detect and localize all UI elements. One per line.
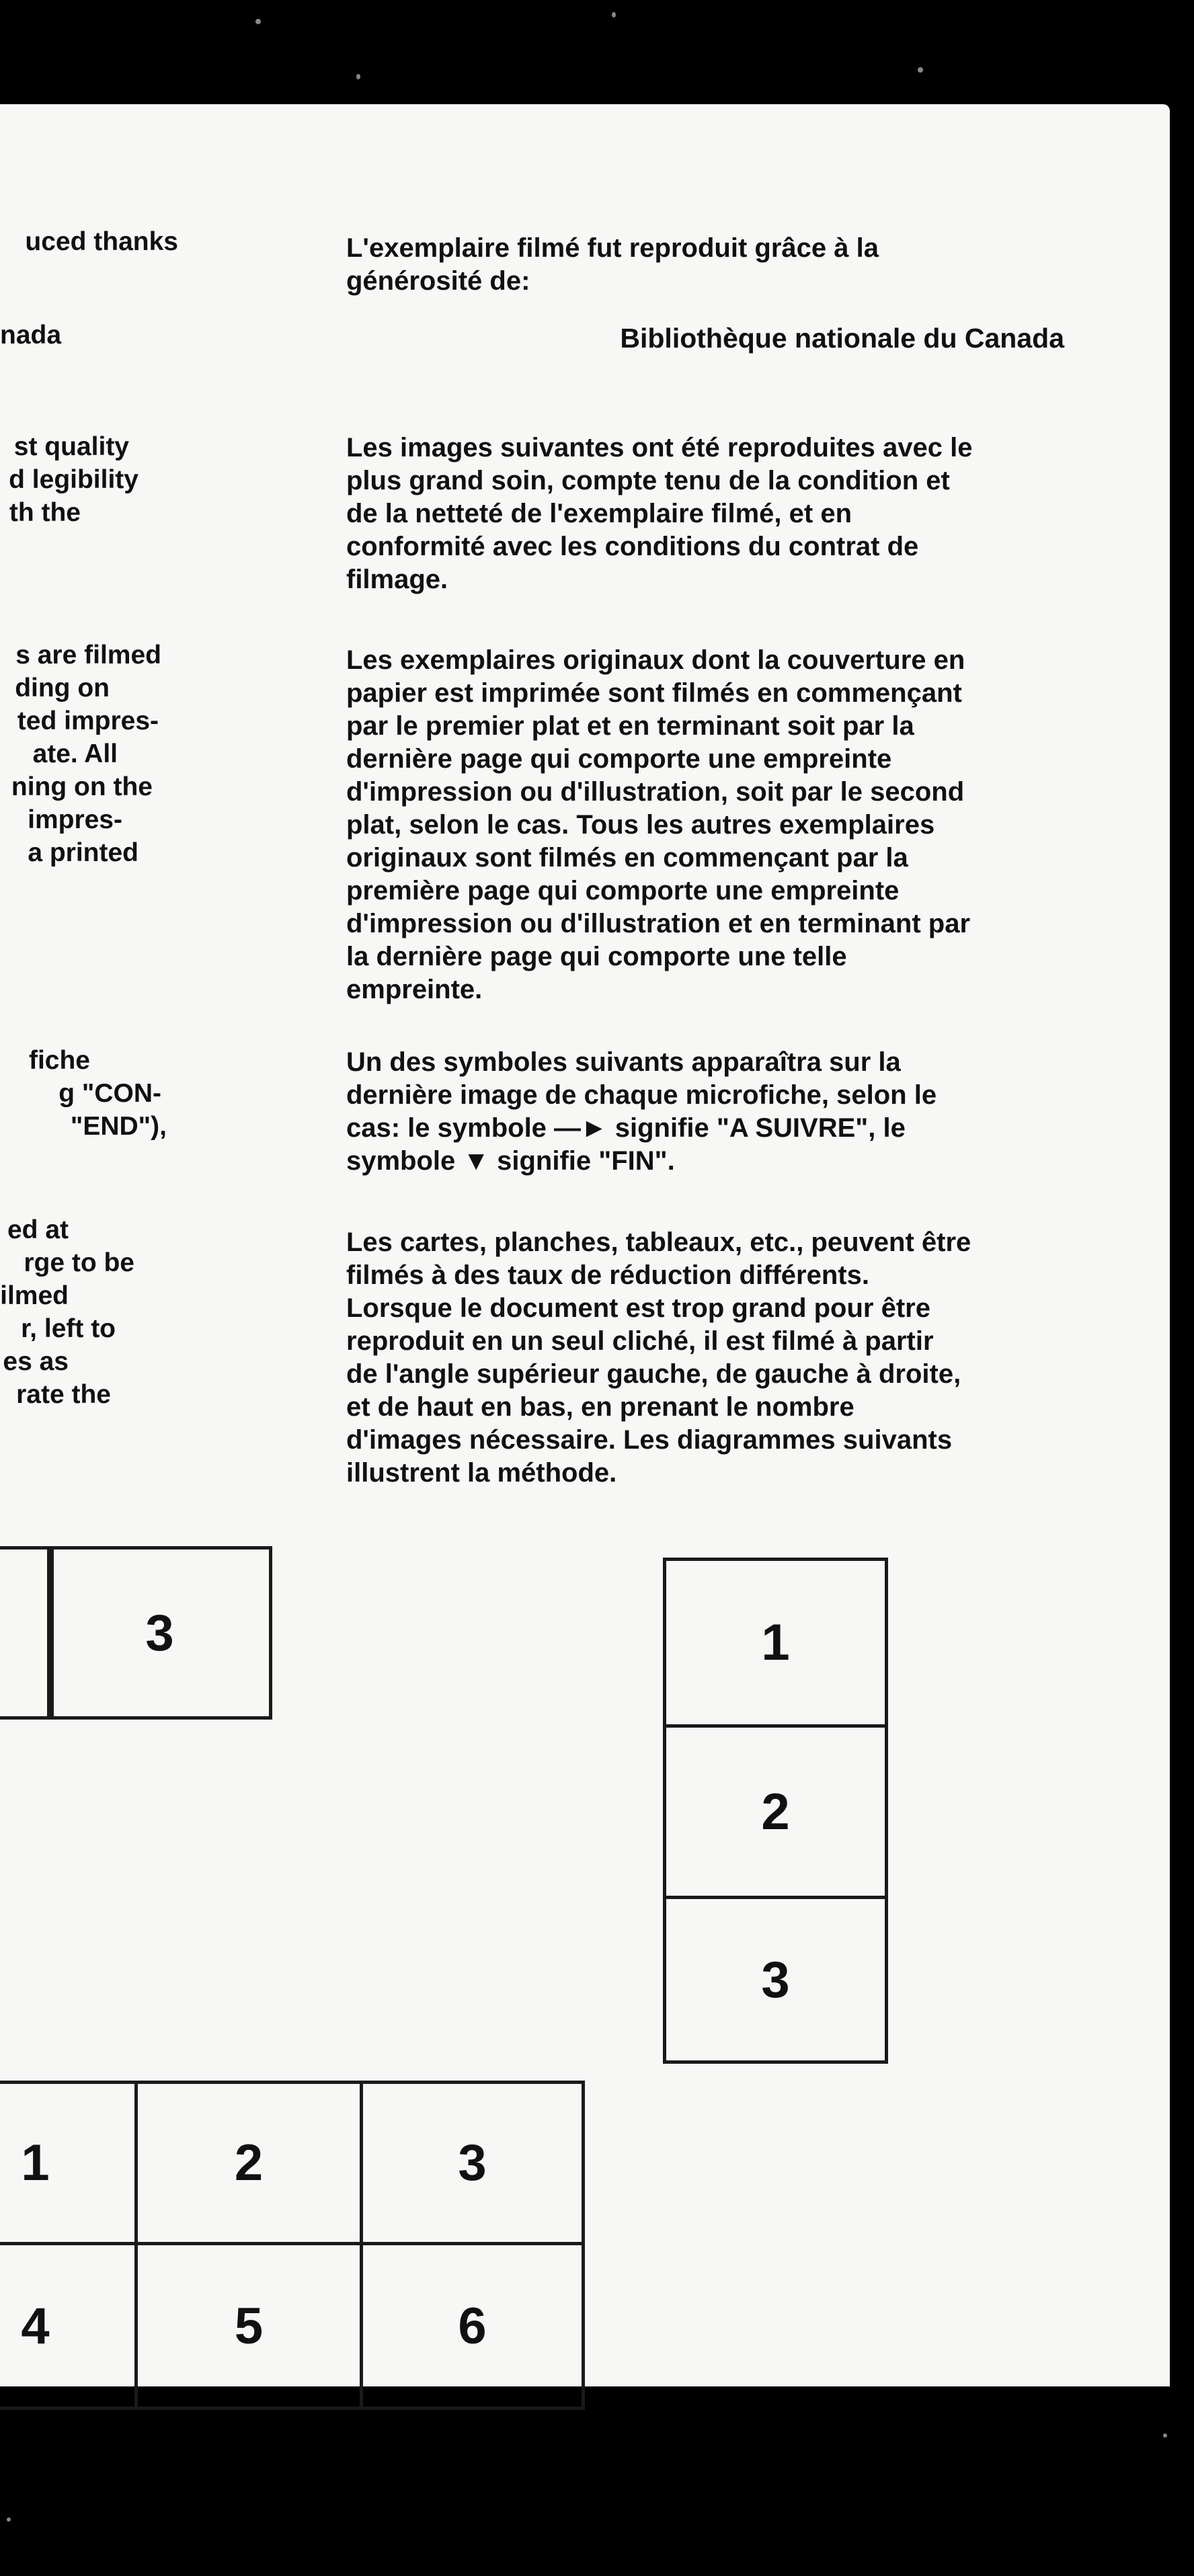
left-fragment: ted impres- [17, 707, 159, 735]
left-fragment: impres- [28, 805, 122, 834]
diagram-cell: 1 [663, 1558, 888, 1728]
left-fragment: th the [9, 498, 81, 527]
left-fragment: a printed [28, 838, 138, 867]
left-fragment: ning on the [11, 772, 153, 801]
left-fragment: "END"), [70, 1112, 167, 1141]
left-fragment: st quality [13, 432, 129, 461]
diagram-cell: 1 [0, 2081, 138, 2245]
left-fragment: r, left to [21, 1314, 116, 1343]
left-fragment: ding on [15, 674, 110, 702]
diagram-cell: 2 [663, 1724, 888, 1899]
paragraph-symboles: Un des symboles suivants apparaîtra sur la dernière image de chaque microfiche, selon le cas: le symbole —► signifie "A SUIVRE", le symbole ▼ signifie "FIN". [346, 1047, 937, 1176]
left-fragment: rate the [16, 1380, 111, 1409]
diagram-cell: 6 [360, 2242, 585, 2410]
film-speck [255, 19, 261, 24]
film-speck [918, 67, 923, 73]
library-credit: Bibliothèque nationale du Canada [620, 323, 1064, 354]
diagram-cell: 3 [47, 1546, 272, 1720]
diagram-cell [0, 1546, 54, 1720]
film-speck [7, 2518, 11, 2522]
film-speck [1163, 2433, 1167, 2438]
diagram-cell: 3 [663, 1896, 888, 2064]
diagram-cell: 5 [134, 2242, 363, 2410]
diagram-cell: 4 [0, 2242, 138, 2410]
paragraph-exemplaires: Les exemplaires originaux dont la couverture en papier est imprimée sont filmés en commençant par le premier plat et en terminant soit par la dernière page qui comporte une empreinte d'impression ou d'illustration, soit par le second plat, selon le cas. Tous les autres exemplaires originaux sont filmés en commençant par la première page qui comporte une empreinte d'impression ou d'illustration et en terminant par la dernière page qui comporte une telle empreinte. [346, 645, 971, 1004]
left-fragment: g "CON- [58, 1079, 161, 1108]
left-fragment: d legibility [9, 465, 138, 494]
paragraph-cartes: Les cartes, planches, tableaux, etc., peuvent être filmés à des taux de réduction différents. Lorsque le document est trop grand pour être reproduit en un seul cliché, il est filmé à partir de l'angle supérieur gauche, de gauche à droite, et de haut en bas, en prenant le nombre d'images nécessaire. Les diagrammes suivants illustrent la méthode. [346, 1227, 971, 1488]
film-speck [612, 12, 616, 17]
left-fragment: rge to be [24, 1248, 134, 1277]
left-fragment: nada [0, 321, 62, 350]
left-fragment: fiche [28, 1046, 90, 1075]
diagram-cell: 2 [134, 2081, 363, 2245]
film-speck [356, 74, 360, 79]
diagram-cell: 3 [360, 2081, 585, 2245]
left-fragment: s are filmed [15, 641, 161, 670]
left-fragment: uced thanks [25, 227, 178, 256]
left-fragment: ate. All [32, 739, 118, 768]
intro-text: L'exemplaire filmé fut reproduit grâce à la générosité de: [346, 233, 879, 296]
left-fragment: es as [3, 1347, 69, 1376]
left-fragment: ed at [7, 1215, 69, 1244]
paragraph-images: Les images suivantes ont été reproduites avec le plus grand soin, compte tenu de la condition et de la netteté de l'exemplaire filmé, et en conformité avec les conditions du contrat de filmage. [346, 433, 973, 594]
left-fragment: ilmed [0, 1281, 69, 1310]
